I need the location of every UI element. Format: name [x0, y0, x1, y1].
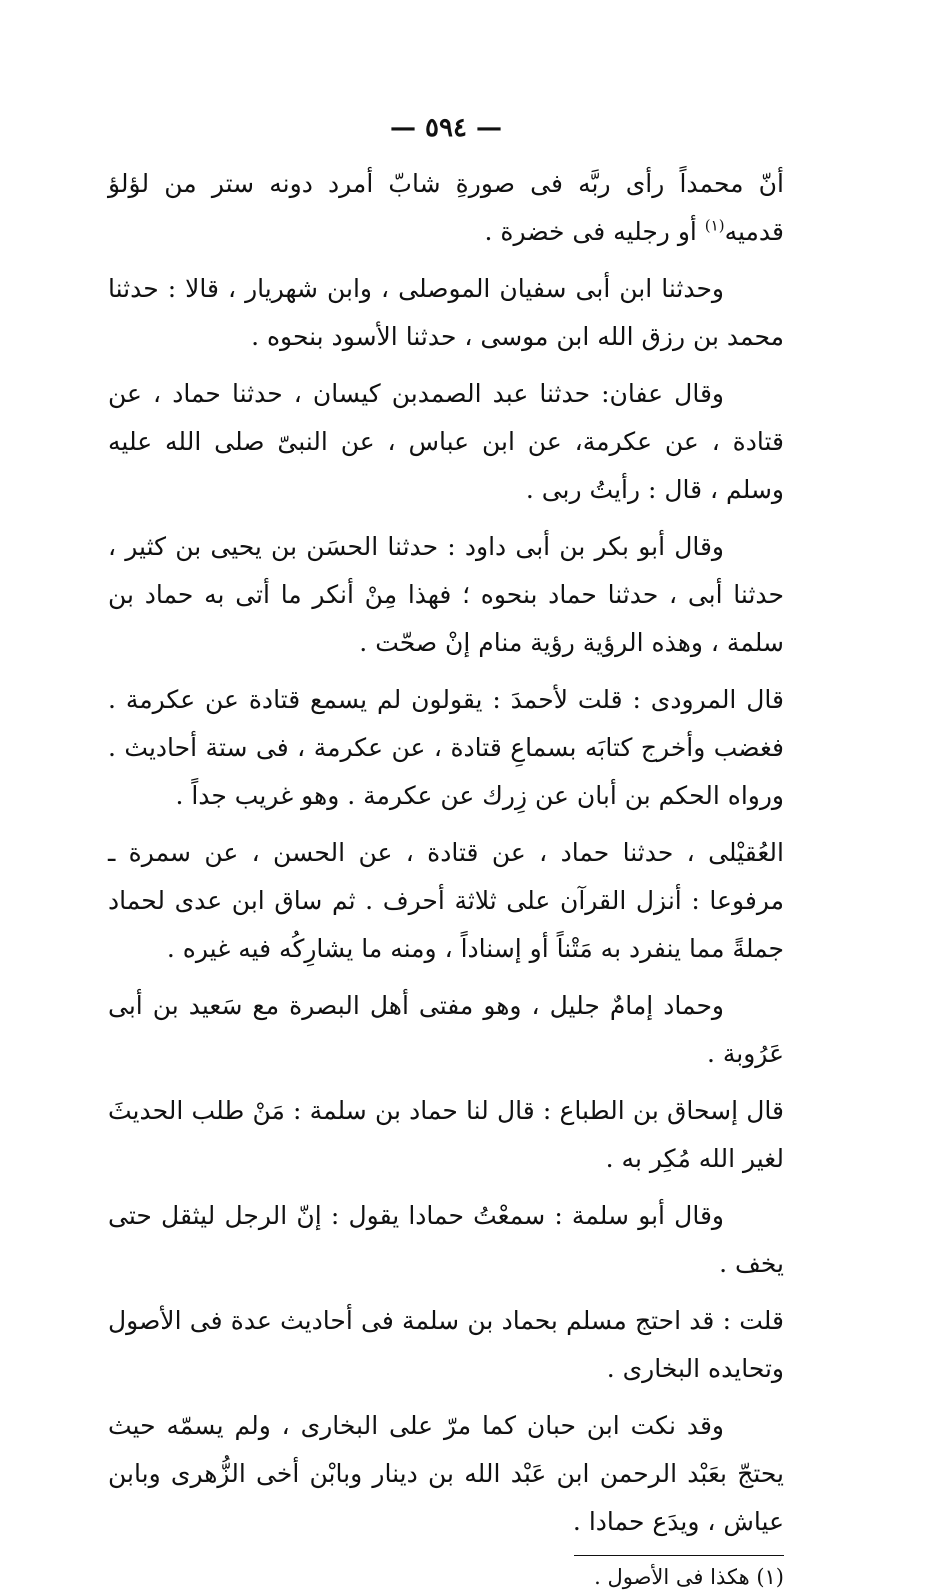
paragraph-1-text: أنّ محمداً رأى ربَّه فى صورةِ شابّ أمرد دونه ستر من لؤلؤ قدميه: [108, 169, 784, 246]
paragraph-4: وقال أبو بكر بن أبى داود : حدثنا الحسَن بن يحيى بن كثير ، حدثنا أبى ، حدثنا حماد بنحوه ؛ فهذا مِنْ أنكر ما أتى به حماد بن سلمة ، وهذه الرؤية رؤية منام إنْ صحّت .: [108, 532, 784, 657]
paragraph-1: [108, 160, 784, 256]
paragraph-6: العُقيْلى ، حدثنا حماد ، عن قتادة ، عن الحسن ، عن سمرة ـ مرفوعا : أنزل القرآن على ثلاثة أحرف . ثم ساق ابن عدى لحماد جملةً مما ينفرد به مَتْناً أو إسناداً ، ومنه ما يشارِكُه فيه غيره .: [108, 838, 784, 963]
paragraph-7: وحماد إمامٌ جليل ، وهو مفتى أهل البصرة مع سَعيد بن أبى عَرُوبة .: [108, 991, 784, 1068]
footnote-divider: [574, 1555, 784, 1556]
footnote: (١) هكذا فى الأصول .: [594, 1565, 784, 1589]
paragraph-8: قال إسحاق بن الطباع : قال لنا حماد بن سلمة : مَنْ طلب الحديثَ لغير الله مُكِر به .: [108, 1096, 784, 1173]
paragraph-2: وحدثنا ابن أبى سفيان الموصلى ، وابن شهريار ، قالا : حدثنا محمد بن رزق الله ابن موسى ، حدثنا الأسود بنحوه .: [108, 274, 784, 351]
document-page: [108, 110, 784, 1594]
paragraph-10: قلت : قد احتج مسلم بحماد بن سلمة فى أحاديث عدة فى الأصول وتحايده البخارى .: [108, 1306, 784, 1383]
paragraph-9: وقال أبو سلمة : سمعْتُ حمادا يقول : إنّ الرجل ليثقل حتى يخف .: [108, 1201, 784, 1278]
footnote-marker[interactable]: (١): [704, 216, 725, 235]
page-number: — ٥٩٤ —: [389, 113, 503, 143]
paragraph-3: وقال عفان: حدثنا عبد الصمدبن كيسان ، حدثنا حماد ، عن قتادة ، عن عكرمة، عن ابن عباس ، عن النبىّ صلى الله عليه وسلم ، قال : رأيتُ ربى .: [108, 379, 784, 504]
paragraph-1-tail: أو رجليه فى خضرة .: [484, 217, 705, 246]
paragraph-11: وقد نكت ابن حبان كما مرّ على البخارى ، ولم يسمّه حيث يحتجّ بعَبْد الرحمن ابن عَبْد الله بن دينار وبابْن أخى الزُّهرى وبابن عياش ، ويدَع حمادا .: [108, 1411, 784, 1536]
paragraph-5: قال المرودى : قلت لأحمدَ : يقولون لم يسمع قتادة عن عكرمة . فغضب وأخرج كتابَه بسماعِ قتادة ، عن عكرمة ، فى ستة أحاديث . ورواه الحكم بن أبان عن زِرك عن عكرمة . وهو غريب جداً .: [108, 685, 784, 810]
